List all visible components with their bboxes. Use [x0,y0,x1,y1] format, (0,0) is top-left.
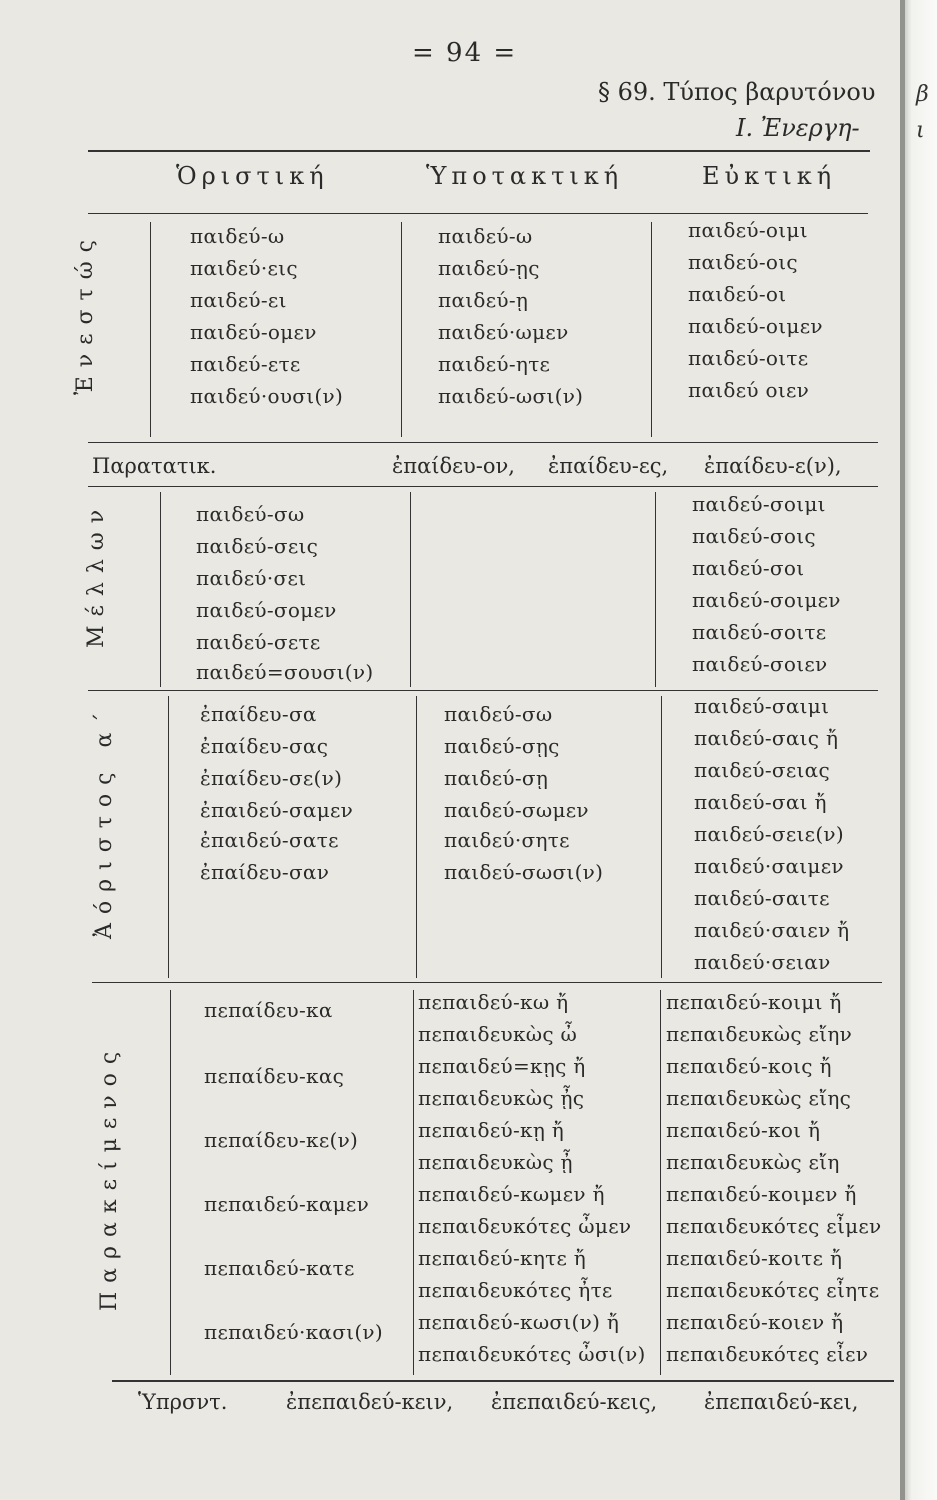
header-subjunctive: Ὑποτακτική [426,162,624,190]
aorist-subjunctive-form: παιδεύ-σῃ [444,766,549,790]
perfect-subjunctive-form: πεπαιδεύ-κωμεν ἤ [418,1182,605,1206]
vline [410,492,411,687]
perfect-optative-form: πεπαιδευκότες εἶητε [666,1278,880,1302]
row-label-future: Μέλλων [84,500,109,648]
future-indicative-form: παιδεύ·σει [196,566,307,590]
row-label-imperfect: Παρατατικ. [92,454,217,478]
perfect-optative-form: πεπαιδεύ-κοι ἤ [666,1118,821,1142]
perfect-subjunctive-form: πεπαιδευκὼς ὦ [418,1022,578,1046]
future-indicative-form: παιδεύ-σετε [196,630,321,654]
row-label-aorist: Ἀόριστος α΄ [92,703,117,939]
aorist-indicative-form: ἐπαιδεύ-σαμεν [200,798,354,822]
facing-page-edge [905,0,937,1500]
aorist-subjunctive-form: παιδεύ-σωσι(ν) [444,860,604,884]
pluperfect-form: ἐπεπαιδεύ-κειν, [286,1390,454,1414]
perfect-optative-form: πεπαιδεύ-κοιμι ἤ [666,990,842,1014]
vline [170,990,171,1375]
present-optative-form: παιδεύ οιεν [688,378,810,402]
present-subjunctive-form: παιδεύ-ωσι(ν) [438,384,584,408]
row-label-present: Ἐνεστώς [73,231,98,395]
aorist-subjunctive-form: παιδεύ-σῃς [444,734,560,758]
present-indicative-form: παιδεύ·ουσι(ν) [190,384,344,408]
rule-imperfect-bottom [88,486,878,487]
perfect-subjunctive-form: πεπαιδεύ-κῃ ἤ [418,1118,565,1142]
present-subjunctive-form: παιδεύ-ω [438,224,533,248]
perfect-optative-form: πεπαιδευκὼς εἴης [666,1086,852,1110]
present-optative-form: παιδεύ-οιμι [688,218,808,242]
vline [150,222,151,437]
perfect-optative-form: πεπαιδεύ-κοις ἤ [666,1054,832,1078]
perfect-optative-form: πεπαιδευκότες εἶεν [666,1342,869,1366]
present-optative-form: παιδεύ-οιτε [688,346,809,370]
perfect-subjunctive-form: πεπαιδεύ-κω ἤ [418,990,569,1014]
aorist-indicative-form: ἐπαίδευ-σας [200,734,329,758]
perfect-subjunctive-form: πεπαιδευκότες ὦμεν [418,1214,632,1238]
vline [655,492,656,687]
future-indicative-form: παιδεύ-σω [196,502,305,526]
present-indicative-form: παιδεύ-ομεν [190,320,317,344]
perfect-optative-form: πεπαιδεύ-κοιμεν ἤ [666,1182,857,1206]
perfect-optative-form: πεπαιδευκὼς εἴην [666,1022,853,1046]
perfect-indicative-form: πεπαίδευ-κα [204,998,333,1022]
present-subjunctive-form: παιδεύ·ωμεν [438,320,569,344]
perfect-indicative-form: πεπαιδεύ-κατε [204,1256,355,1280]
aorist-optative-form: παιδεύ-σειε(ν) [694,822,844,846]
imperfect-form: ἐπαίδευ-ες, [548,454,669,478]
aorist-optative-form: παιδεύ-σαι ἤ [694,790,827,814]
aorist-optative-form: παιδεύ·σαιεν ἤ [694,918,850,942]
vline [413,990,414,1375]
present-indicative-form: παιδεύ-ω [190,224,285,248]
present-optative-form: παιδεύ-οιμεν [688,314,823,338]
imperfect-form: ἐπαίδευ-ε(ν), [704,454,842,478]
row-label-perfect: Παρακείμενος [97,1042,122,1311]
page-number: = 94 = [412,38,518,68]
aorist-indicative-form: ἐπαίδευ-σαν [200,860,330,884]
future-optative-form: παιδεύ-σοιτε [692,620,827,644]
perfect-subjunctive-form: πεπαιδεύ-κητε ἤ [418,1246,587,1270]
facing-page-glyph: β [916,82,929,107]
aorist-optative-form: παιδεύ·σαιμεν [694,854,844,878]
present-indicative-form: παιδεύ·εις [190,256,298,280]
present-indicative-form: παιδεύ-ει [190,288,287,312]
rule-present-bottom [88,442,878,443]
perfect-subjunctive-form: πεπαιδευκὼς ᾖς [418,1086,585,1110]
perfect-optative-form: πεπαιδεύ-κοιεν ἤ [666,1310,844,1334]
rule-aorist-bottom [92,982,882,983]
perfect-optative-form: πεπαιδεύ-κοιτε ἤ [666,1246,843,1270]
rule-perfect-bottom [112,1380,894,1382]
perfect-subjunctive-form: πεπαιδεύ-κωσι(ν) ἤ [418,1310,620,1334]
aorist-subjunctive-form: παιδεύ-σω [444,702,553,726]
section-title: § 69. Τύπος βαρυτόνου [598,78,876,106]
vline [401,222,402,437]
present-subjunctive-form: παιδεύ-ῃ [438,288,529,312]
vline [416,696,417,978]
perfect-subjunctive-form: πεπαιδευκὼς ᾖ [418,1150,573,1174]
aorist-optative-form: παιδεύ-σαιτε [694,886,830,910]
header-rule-top [88,150,870,152]
future-optative-form: παιδεύ-σοιμι [692,492,826,516]
vline [661,696,662,978]
perfect-subjunctive-form: πεπαιδεύ=κῃς ἤ [418,1054,586,1078]
perfect-indicative-form: πεπαιδεύ·κασι(ν) [204,1320,383,1344]
future-optative-form: παιδεύ-σοι [692,556,805,580]
perfect-indicative-form: πεπαίδευ-κας [204,1064,345,1088]
facing-page-glyph: ι [916,118,925,143]
pluperfect-form: ἐπεπαιδεύ-κεις, [491,1390,658,1414]
future-optative-form: παιδεύ-σοις [692,524,816,548]
present-subjunctive-form: παιδεύ-ῃς [438,256,540,280]
aorist-subjunctive-form: παιδεύ·σητε [444,828,570,852]
future-optative-form: παιδεύ-σοιμεν [692,588,841,612]
vline [168,696,169,978]
perfect-indicative-form: πεπαιδεύ-καμεν [204,1192,370,1216]
perfect-optative-form: πεπαιδευκὼς εἴη [666,1150,840,1174]
present-subjunctive-form: παιδεύ-ητε [438,352,551,376]
future-indicative-form: παιδεύ=σουσι(ν) [196,660,374,684]
row-label-pluperfect: Ὑπρσντ. [138,1390,228,1414]
rule-future-bottom [88,690,878,691]
aorist-optative-form: παιδεύ·σειαν [694,950,831,974]
present-optative-form: παιδεύ-οι [688,282,787,306]
future-optative-form: παιδεύ-σοιεν [692,652,828,676]
pluperfect-form: ἐπεπαιδεύ-κει, [704,1390,859,1414]
aorist-optative-form: παιδεύ-σαις ἤ [694,726,839,750]
future-indicative-form: παιδεύ-σεις [196,534,319,558]
aorist-subjunctive-form: παιδεύ-σωμεν [444,798,589,822]
header-optative: Εὐκτική [702,162,837,190]
vline [660,990,661,1375]
aorist-indicative-form: ἐπαίδευ-σε(ν) [200,766,343,790]
header-indicative: Ὁριστική [176,162,329,190]
future-indicative-form: παιδεύ-σομεν [196,598,337,622]
vline [160,492,161,687]
aorist-indicative-form: ἐπαιδεύ-σατε [200,828,339,852]
header-rule-bottom [88,213,868,214]
present-optative-form: παιδεύ-οις [688,250,798,274]
aorist-optative-form: παιδεύ-σειας [694,758,830,782]
perfect-subjunctive-form: πεπαιδευκότες ὦσι(ν) [418,1342,646,1366]
vline [651,222,652,437]
perfect-subjunctive-form: πεπαιδευκότες ἦτε [418,1278,613,1302]
perfect-optative-form: πεπαιδευκότες εἶμεν [666,1214,882,1238]
present-indicative-form: παιδεύ-ετε [190,352,301,376]
aorist-optative-form: παιδεύ-σαιμι [694,694,830,718]
imperfect-form: ἐπαίδευ-ον, [392,454,515,478]
perfect-indicative-form: πεπαίδευ-κε(ν) [204,1128,359,1152]
aorist-indicative-form: ἐπαίδευ-σα [200,702,317,726]
voice-title: Ι. Ἐνεργη- [736,114,860,142]
